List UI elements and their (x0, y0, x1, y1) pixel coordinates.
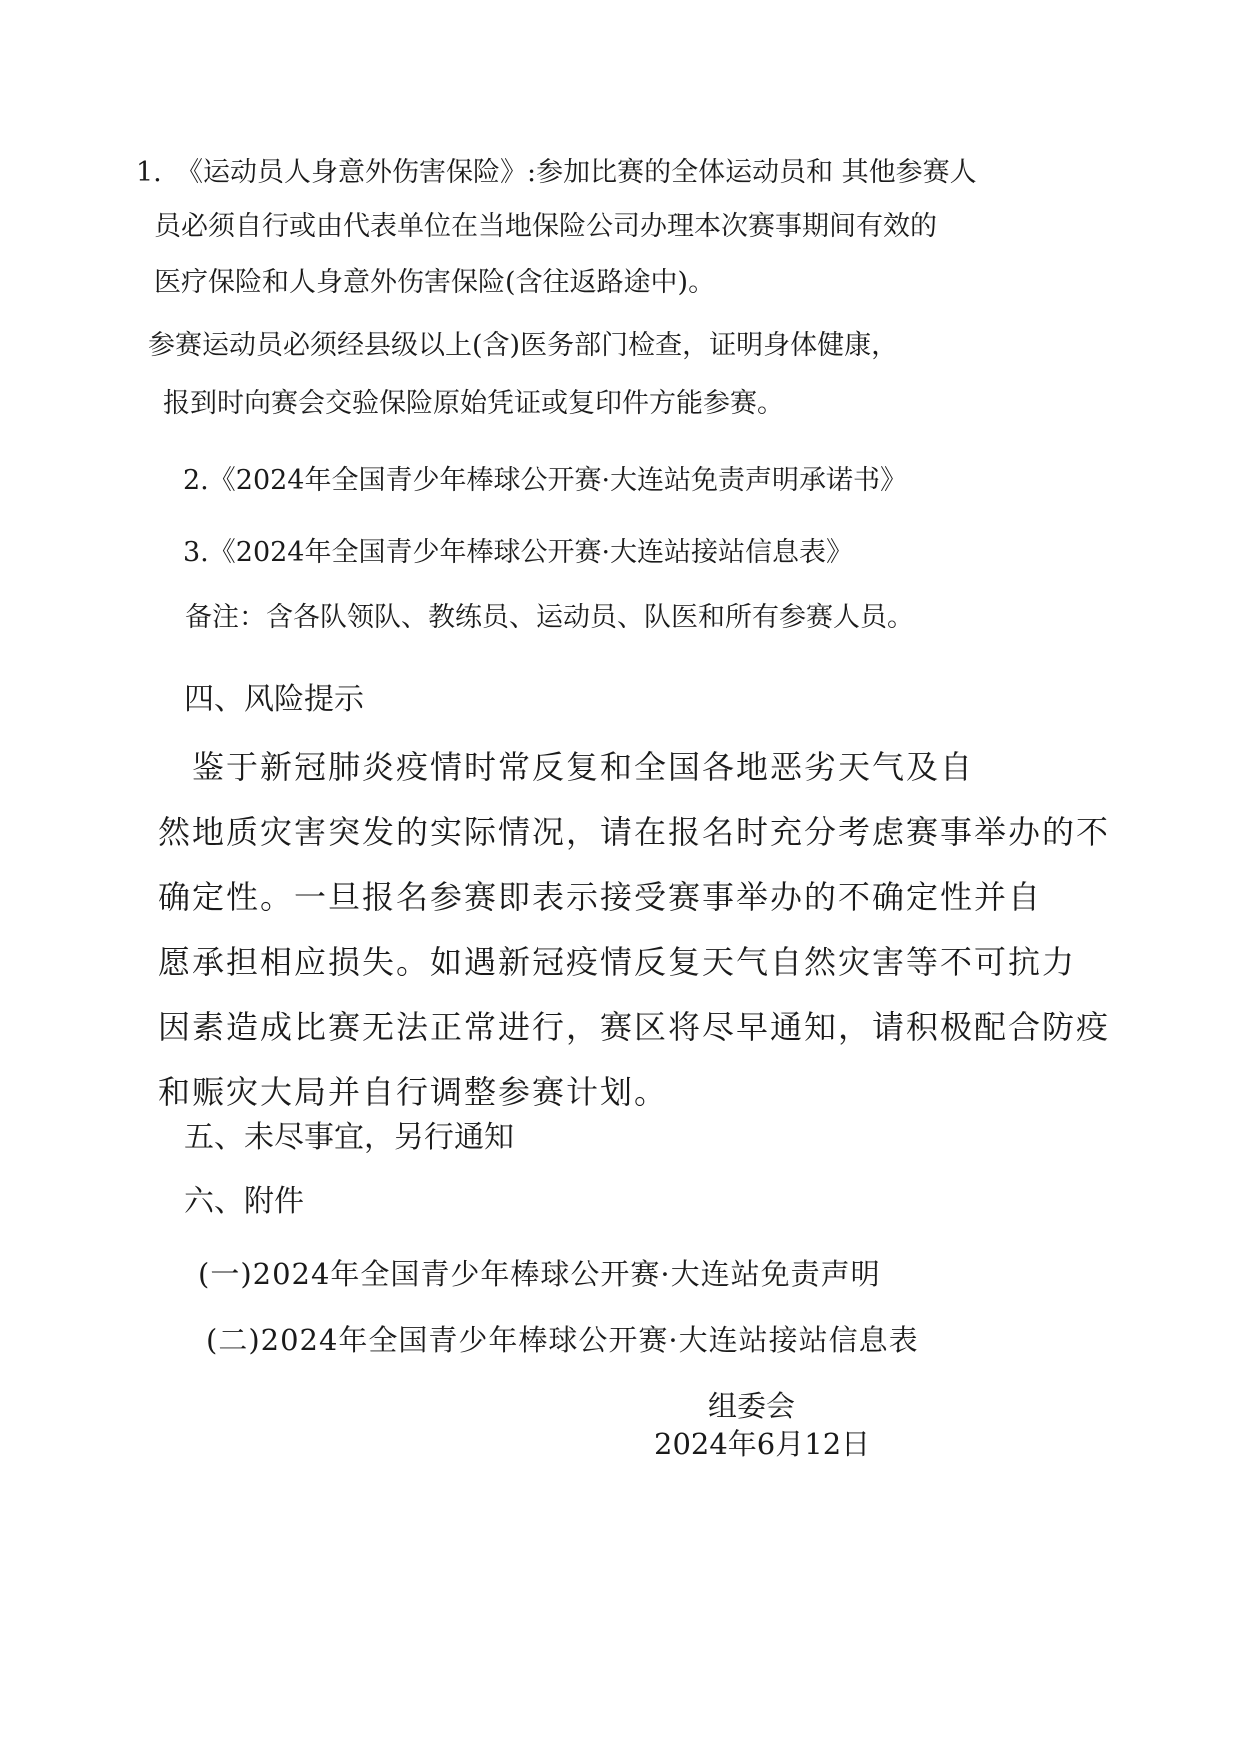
risk-paragraph-line: 确定性。一旦报名参赛即表示接受赛事举办的不确定性并自 (158, 878, 1043, 916)
risk-paragraph-line: 鉴于新冠肺炎疫情时常反复和全国各地恶劣天气及自 (158, 748, 975, 786)
attachment-item-1: (一)2024年全国青少年棒球公开赛·大连站免责声明 (198, 1257, 881, 1291)
risk-paragraph-line: 和赈灾大局并自行调整参赛计划。 (158, 1073, 669, 1111)
insurance-item-line-1: 《运动员人身意外伤害保险》:参加比赛的全体运动员和 其他参赛人 (176, 157, 977, 188)
signature-organizer: 组委会 (708, 1389, 796, 1423)
section-heading-risk: 四、风险提示 (184, 682, 364, 717)
list-item-2: 2.《2024年全国青少年棒球公开赛·大连站免责声明承诺书》 (183, 465, 908, 496)
insurance-item-line-3: 医疗保险和人身意外伤害保险(含往返路途中)。 (154, 267, 716, 298)
risk-paragraph-line: 然地质灾害突发的实际情况，请在报名时充分考虑赛事举办的不 (158, 813, 1111, 851)
section-heading-other-matters: 五、未尽事宜，另行通知 (184, 1120, 514, 1155)
risk-paragraph-line: 因素造成比赛无法正常进行，赛区将尽早通知，请积极配合防疫 (158, 1008, 1111, 1046)
list-item-3: 3.《2024年全国青少年棒球公开赛·大连站接站信息表》 (183, 537, 854, 568)
insurance-item-line-2: 员必须自行或由代表单位在当地保险公司办理本次赛事期间有效的 (154, 211, 937, 242)
remark-line: 备注：含各队领队、教练员、运动员、队医和所有参赛人员。 (185, 602, 914, 633)
health-check-line-2: 报到时向赛会交验保险原始凭证或复印件方能参赛。 (163, 388, 784, 419)
signature-date: 2024年6月12日 (654, 1427, 871, 1461)
health-check-line-1: 参赛运动员必须经县级以上(含)医务部门检查，证明身体健康， (148, 330, 899, 361)
section-heading-attachments: 六、附件 (184, 1184, 304, 1219)
risk-paragraph (158, 735, 1111, 1125)
risk-paragraph-line: 愿承担相应损失。如遇新冠疫情反复天气自然灾害等不可抗力 (158, 943, 1077, 981)
attachment-item-2: (二)2024年全国青少年棒球公开赛·大连站接站信息表 (206, 1323, 919, 1357)
list-item-number: 1. (136, 157, 162, 188)
